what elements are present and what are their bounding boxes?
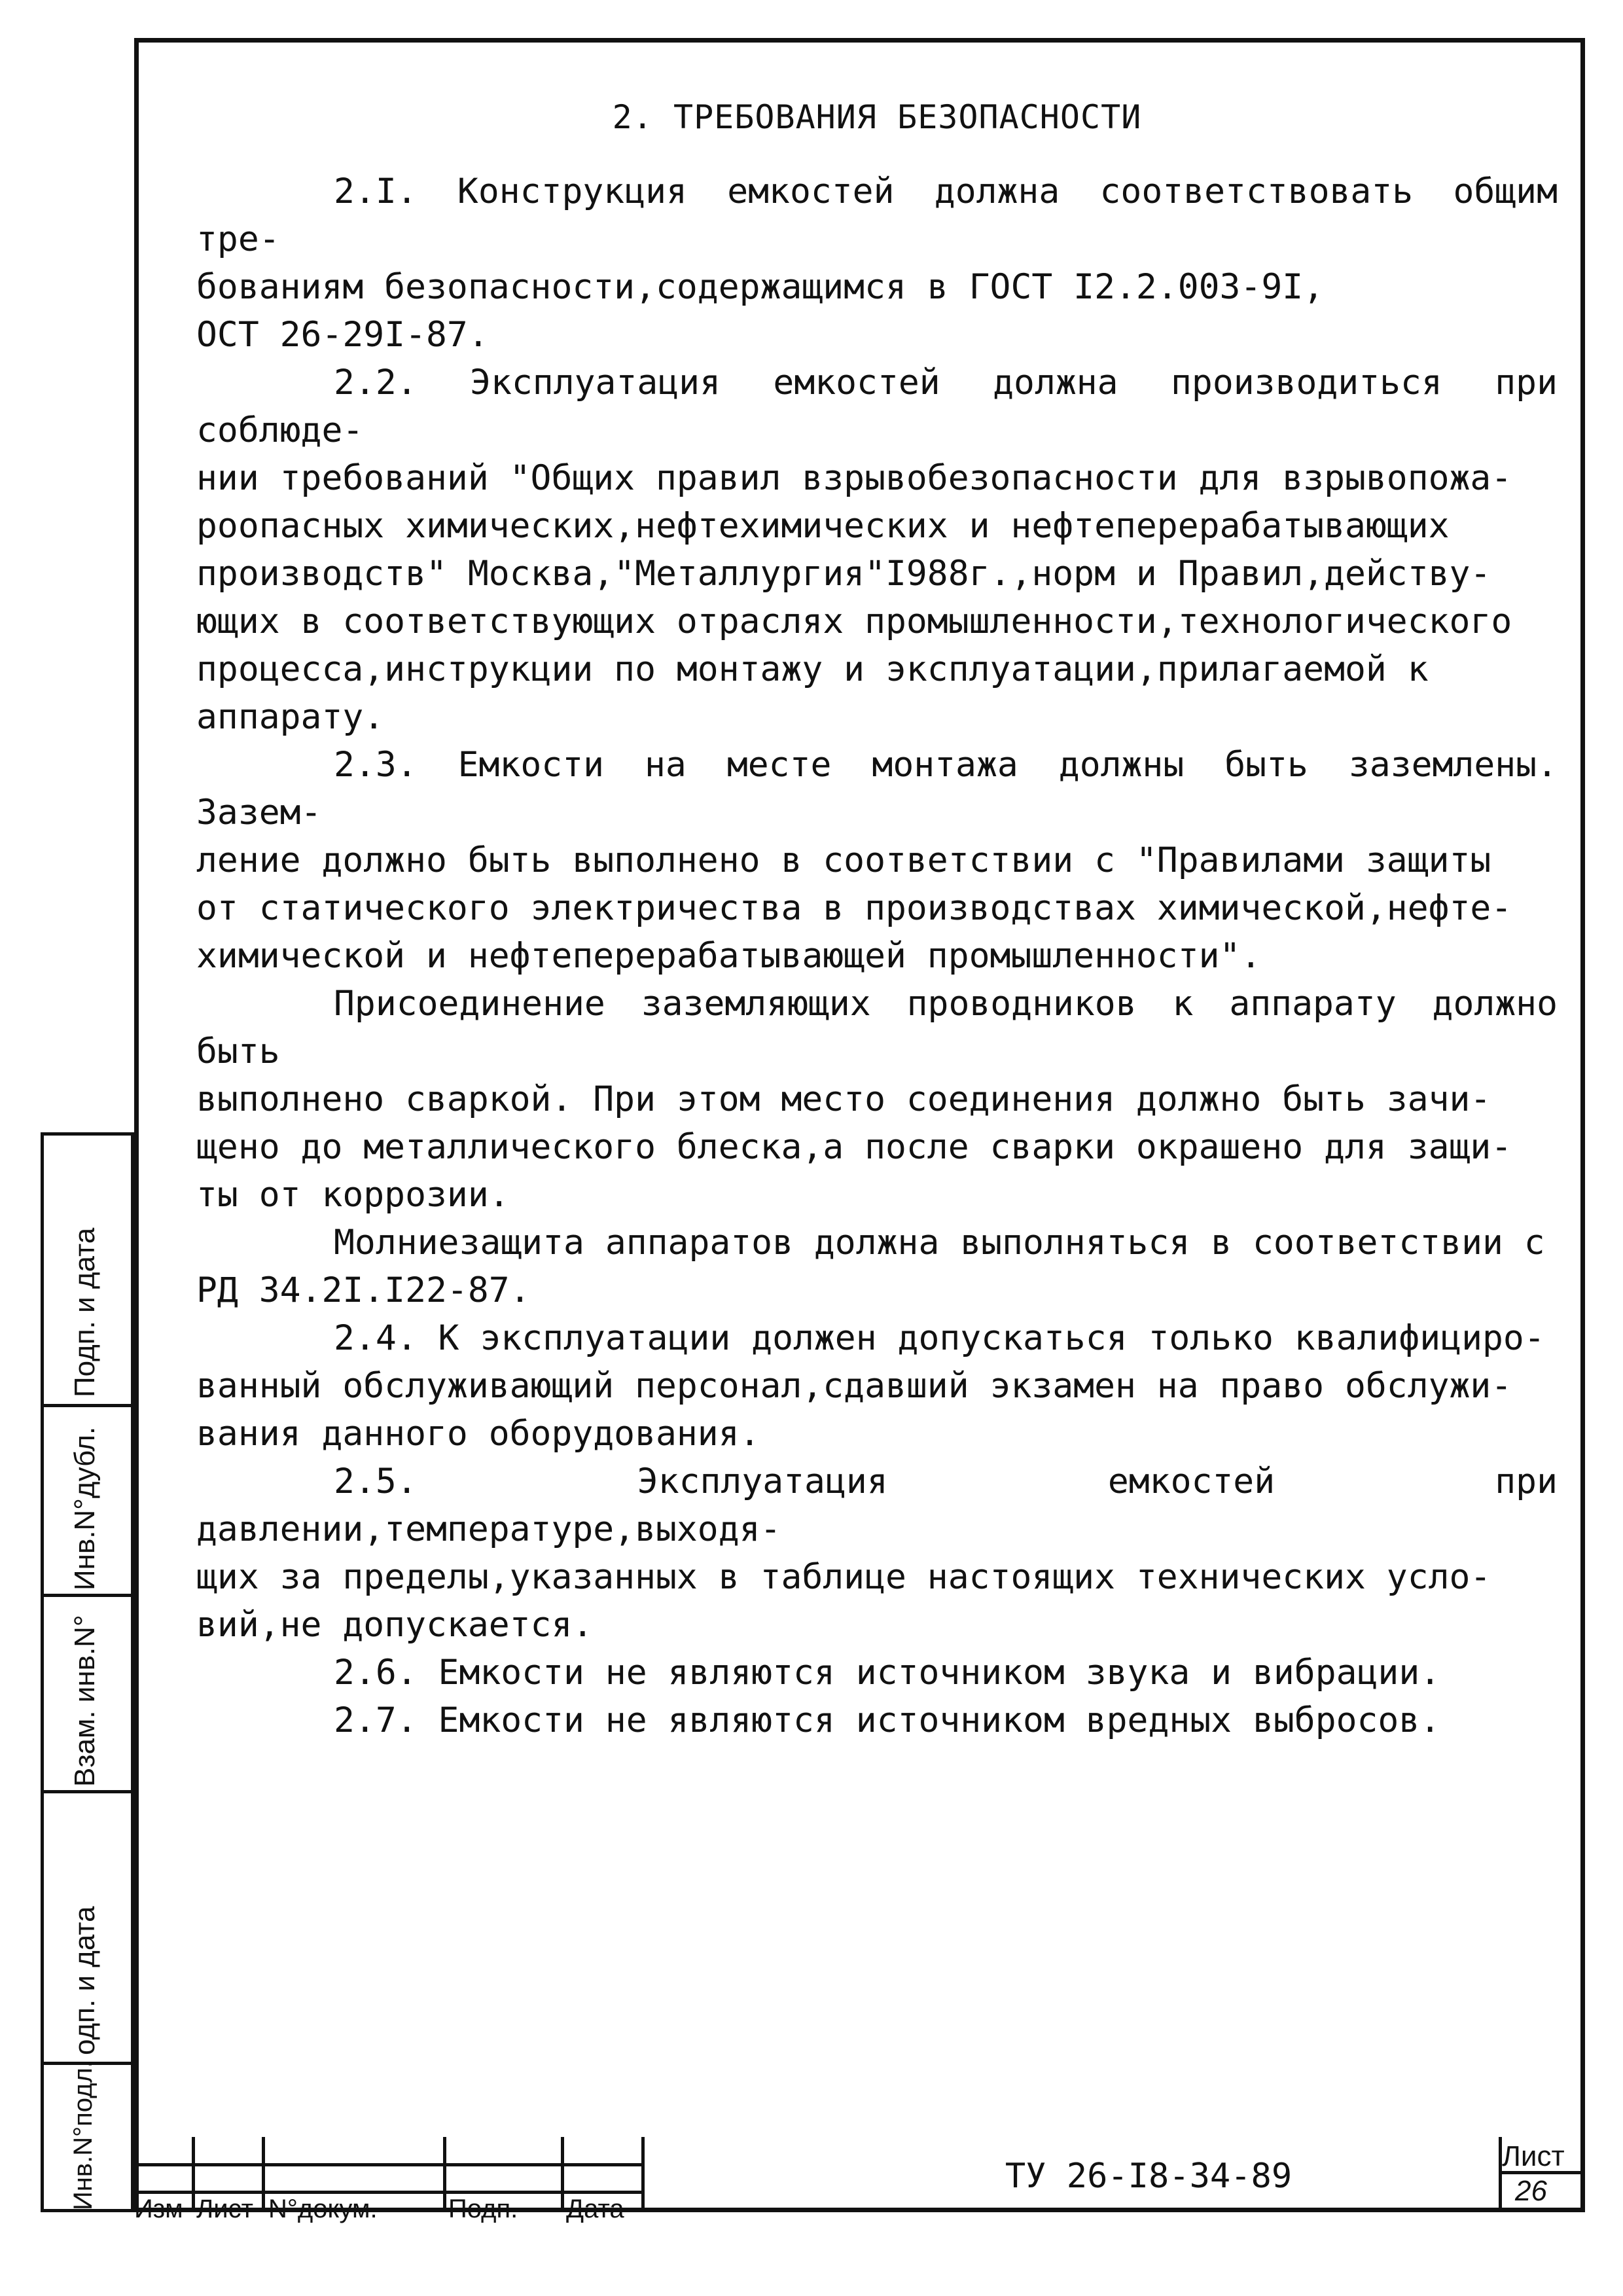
text-line: 2.4. К эксплуатации должен допускаться только квалифициро- (334, 1318, 1545, 1358)
sheet-label: Лист (1502, 2140, 1565, 2172)
col-header-podp: Подп. (448, 2195, 518, 2223)
text-line: вания данного оборудования. (196, 1414, 760, 1454)
text-line: РД 34.2I.I22-87. (196, 1270, 531, 1310)
text-line: 2.2. Эксплуатация емкостей должна производиться при соблюде- (196, 363, 1558, 450)
paragraph-grounding (196, 980, 1558, 1219)
sheet-number: 26 (1515, 2175, 1547, 2207)
text-line: щих за пределы,указанных в таблице настоящих технических усло- (196, 1557, 1491, 1597)
paragraph-2-4 (196, 1314, 1558, 1458)
text-line: 2.I. Конструкция емкостей должна соответствовать общим тре- (196, 171, 1558, 259)
text-line: бованиям безопасности,содержащимся в ГОСТ I2.2.003-9I, (196, 267, 1325, 307)
side-label-vzam-inv: Взам. инв.N° (69, 1615, 101, 1787)
side-cell-podp-data (41, 1132, 134, 1407)
paragraph-2-3 (196, 741, 1558, 980)
text-line: вий,не допускается. (196, 1605, 594, 1645)
paragraph-2-7 (196, 1696, 1558, 1744)
text-line: аппарату. (196, 697, 385, 737)
grid-col-line (192, 2137, 195, 2212)
text-line: щено до металлического блеска,а после сварки окрашено для защи- (196, 1127, 1512, 1167)
text-line: от статического электричества в производствах химической,нефте- (196, 888, 1512, 928)
col-header-izm: Изм (134, 2195, 183, 2223)
col-header-dokum: N°докум. (268, 2195, 378, 2223)
paragraph-2-6 (196, 1649, 1558, 1696)
paragraph-lightning (196, 1219, 1558, 1314)
side-label-inv-dubl: Инв.N°дубл. (69, 1426, 101, 1590)
text-line: производств" Москва,"Металлургия"I988г.,норм и Правил,действу- (196, 554, 1491, 594)
text-line: нии требований "Общих правил взрывобезопасности для взрывопожа- (196, 458, 1512, 498)
side-label-podp-data: Подп. и дата (69, 1227, 101, 1397)
text-line: Молниезащита аппаратов должна выполняться в соответствии с (334, 1223, 1545, 1263)
text-line: 2.6. Емкости не являются источником звука и вибрации. (334, 1653, 1441, 1693)
side-stamp (41, 1132, 134, 2212)
col-header-list: Лист (196, 2195, 253, 2223)
title-block (134, 2137, 1585, 2223)
text-line: ты от коррозии. (196, 1175, 510, 1215)
text-line: 2.3. Емкости на месте монтажа должны быть заземлены. Зазем- (196, 745, 1558, 833)
grid-col-line (641, 2137, 645, 2212)
side-label-inv-podl: Инв.N°подл. (69, 2060, 98, 2210)
text-line: 2.7. Емкости не являются источником вредных выбросов. (334, 1700, 1441, 1740)
text-line: химической и нефтеперерабатывающей промышленности". (196, 936, 1262, 976)
text-line: Присоединение заземляющих проводников к аппарату должно быть (196, 984, 1558, 1071)
grid-col-line (561, 2137, 564, 2212)
grid-row-line (134, 2163, 645, 2166)
grid-col-line (262, 2137, 265, 2212)
text-line: ющих в соответствующих отраслях промышленности,технологического (196, 601, 1512, 641)
grid-row-line (134, 2191, 645, 2194)
text-line: 2.5. Эксплуатация емкостей при давлении,температуре,выходя- (196, 1462, 1558, 1549)
side-label-podp-data-2: одп. и дата (69, 1906, 101, 2055)
side-cell-inv-podl (41, 2062, 134, 2212)
section-heading: 2. ТРЕБОВАНИЯ БЕЗОПАСНОСТИ (612, 98, 1142, 136)
col-header-data: Дата (566, 2195, 624, 2223)
text-line: выполнено сваркой. При этом место соединения должно быть зачи- (196, 1079, 1491, 1119)
paragraph-2-5 (196, 1458, 1558, 1649)
text-line: ванный обслуживающий персонал,сдавший экзамен на право обслужи- (196, 1366, 1512, 1406)
document-code: ТУ 26-I8-34-89 (1005, 2157, 1293, 2196)
text-line: роопасных химических,нефтехимических и нефтеперерабатывающих (196, 506, 1450, 546)
paragraph-2-1 (196, 168, 1558, 359)
side-cell-podp-data-2 (41, 1790, 134, 2065)
document-body (196, 98, 1558, 1744)
grid-col-line (443, 2137, 446, 2212)
side-cell-inv-dubl (41, 1404, 134, 1597)
text-line: ОСТ 26-29I-87. (196, 315, 489, 355)
paragraph-2-2 (196, 359, 1558, 741)
text-line: процесса,инструкции по монтажу и эксплуатации,прилагаемой к (196, 649, 1429, 689)
side-cell-vzam-inv (41, 1594, 134, 1793)
text-line: ление должно быть выполнено в соответствии с "Правилами защиты (196, 840, 1491, 880)
